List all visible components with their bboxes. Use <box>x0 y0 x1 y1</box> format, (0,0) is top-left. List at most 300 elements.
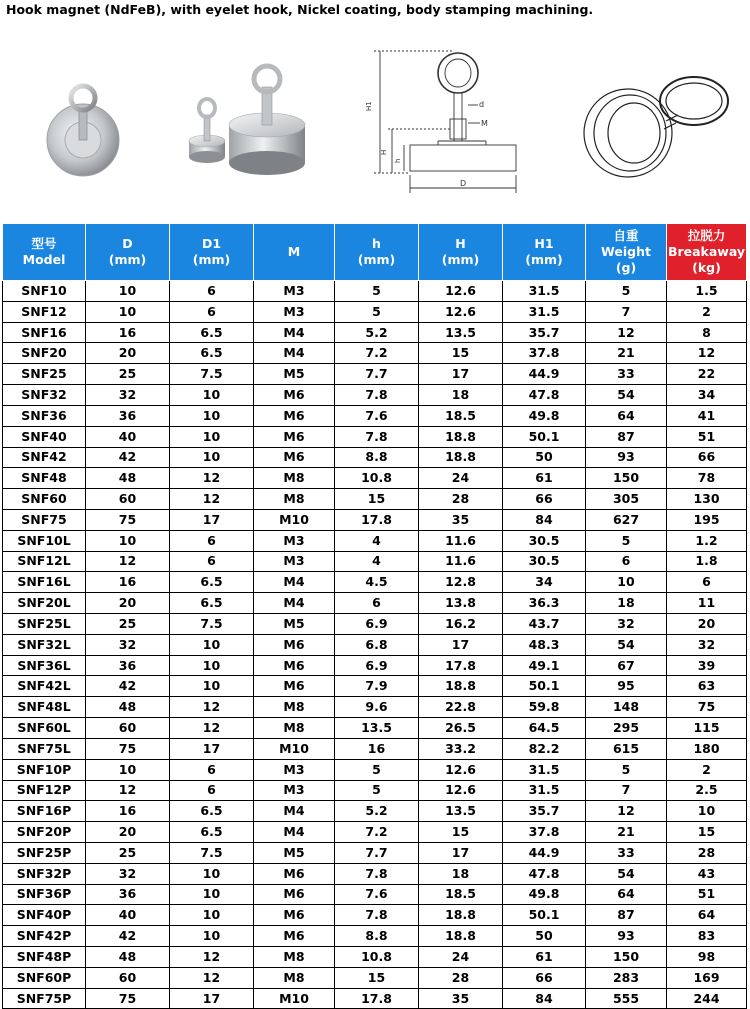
table-cell: M6 <box>254 655 335 676</box>
table-cell: 50.1 <box>503 676 586 697</box>
model-cell: SNF16P <box>3 801 86 822</box>
model-cell: SNF25 <box>3 364 86 385</box>
table-cell: 10 <box>170 863 254 884</box>
table-cell: 17.8 <box>419 655 503 676</box>
table-cell: 6 <box>170 530 254 551</box>
table-cell: 48.3 <box>503 634 586 655</box>
table-cell: 28 <box>419 489 503 510</box>
label-m: M <box>481 119 488 128</box>
model-cell: SNF36L <box>3 655 86 676</box>
table-cell: 6 <box>667 572 747 593</box>
table-cell: 15 <box>667 822 747 843</box>
model-cell: SNF42P <box>3 926 86 947</box>
table-row <box>3 842 747 863</box>
table-cell: 21 <box>586 343 667 364</box>
table-cell: 5.2 <box>335 801 419 822</box>
table-cell: 18 <box>419 385 503 406</box>
table-cell: 150 <box>586 947 667 968</box>
model-cell: SNF60 <box>3 489 86 510</box>
table-cell: M10 <box>254 509 335 530</box>
table-cell: 615 <box>586 738 667 759</box>
table-cell: 54 <box>586 634 667 655</box>
table-row <box>3 489 747 510</box>
table-cell: 17.8 <box>335 509 419 530</box>
model-cell: SNF12 <box>3 301 86 322</box>
table-cell: 12.8 <box>419 572 503 593</box>
table-cell: 5 <box>586 759 667 780</box>
table-body <box>3 281 747 1009</box>
table-cell: 9.6 <box>335 697 419 718</box>
table-cell: 60 <box>86 489 170 510</box>
table-cell: 4.5 <box>335 572 419 593</box>
table-row <box>3 385 747 406</box>
table-cell: 28 <box>419 967 503 988</box>
table-cell: 17 <box>170 509 254 530</box>
table-cell: 12.6 <box>419 301 503 322</box>
table-cell: M8 <box>254 489 335 510</box>
table-cell: 84 <box>503 509 586 530</box>
table-cell: 35.7 <box>503 801 586 822</box>
table-cell: 1.8 <box>667 551 747 572</box>
table-cell: 35 <box>419 988 503 1009</box>
table-cell: 13.5 <box>419 801 503 822</box>
table-cell: 42 <box>86 447 170 468</box>
column-header-line: (mm) <box>441 252 480 267</box>
table-row <box>3 468 747 489</box>
table-cell: M6 <box>254 676 335 697</box>
table-cell: 6 <box>335 593 419 614</box>
table-cell: 43 <box>667 863 747 884</box>
table-cell: 2 <box>667 301 747 322</box>
table-cell: 5 <box>335 759 419 780</box>
table-cell: 35.7 <box>503 322 586 343</box>
model-cell: SNF40P <box>3 905 86 926</box>
table-cell: 12 <box>170 489 254 510</box>
table-cell: 6 <box>170 551 254 572</box>
table-cell: 42 <box>86 926 170 947</box>
table-cell: 10 <box>86 530 170 551</box>
column-header-line: M <box>287 244 301 259</box>
table-cell: 48 <box>86 947 170 968</box>
column-header <box>503 224 586 281</box>
table-cell: 6.8 <box>335 634 419 655</box>
table-cell: 39 <box>667 655 747 676</box>
table-cell: 10 <box>170 405 254 426</box>
table-cell: 11 <box>667 593 747 614</box>
table-cell: 32 <box>586 614 667 635</box>
table-cell: 67 <box>586 655 667 676</box>
table-cell: 36 <box>86 655 170 676</box>
table-header <box>3 224 747 281</box>
magnet-sketch <box>578 65 742 185</box>
table-row <box>3 281 747 302</box>
model-cell: SNF20P <box>3 822 86 843</box>
table-cell: 31.5 <box>503 780 586 801</box>
table-cell: 28 <box>667 842 747 863</box>
table-cell: 17 <box>170 738 254 759</box>
table-cell: 130 <box>667 489 747 510</box>
table-cell: 18.5 <box>419 884 503 905</box>
table-cell: 18.8 <box>419 905 503 926</box>
table-cell: 44.9 <box>503 364 586 385</box>
table-cell: 20 <box>86 593 170 614</box>
table-cell: 5 <box>335 301 419 322</box>
table-row <box>3 509 747 530</box>
table-cell: 6.5 <box>170 322 254 343</box>
table-cell: 24 <box>419 947 503 968</box>
table-cell: 5 <box>335 780 419 801</box>
table-cell: 12 <box>170 468 254 489</box>
table-cell: 7.5 <box>170 364 254 385</box>
table-cell: 16.2 <box>419 614 503 635</box>
table-cell: 75 <box>86 988 170 1009</box>
table-cell: 1.5 <box>667 281 747 302</box>
table-cell: 7.6 <box>335 405 419 426</box>
table-cell: M6 <box>254 426 335 447</box>
table-cell: M3 <box>254 301 335 322</box>
table-cell: 16 <box>86 801 170 822</box>
table-cell: 150 <box>586 468 667 489</box>
table-row <box>3 343 747 364</box>
table-cell: 555 <box>586 988 667 1009</box>
table-cell: 4 <box>335 530 419 551</box>
table-row <box>3 759 747 780</box>
table-cell: M4 <box>254 822 335 843</box>
column-header-line: D <box>122 236 133 251</box>
table-cell: 51 <box>667 426 747 447</box>
model-cell: SNF60P <box>3 967 86 988</box>
table-cell: 6.5 <box>170 343 254 364</box>
dimension-diagram <box>352 45 530 198</box>
table-cell: 18 <box>586 593 667 614</box>
table-cell: 31.5 <box>503 301 586 322</box>
table-cell: M5 <box>254 364 335 385</box>
table-cell: 17 <box>419 634 503 655</box>
table-cell: 17 <box>170 988 254 1009</box>
table-cell: 17 <box>419 364 503 385</box>
table-row <box>3 676 747 697</box>
table-cell: 18.8 <box>419 926 503 947</box>
table-cell: 15 <box>335 967 419 988</box>
model-cell: SNF48L <box>3 697 86 718</box>
table-cell: M3 <box>254 281 335 302</box>
table-row <box>3 447 747 468</box>
table-cell: 31.5 <box>503 281 586 302</box>
table-cell: 15 <box>335 489 419 510</box>
table-cell: 10.8 <box>335 468 419 489</box>
table-cell: 47.8 <box>503 385 586 406</box>
table-cell: M6 <box>254 905 335 926</box>
table-cell: M3 <box>254 780 335 801</box>
table-row <box>3 822 747 843</box>
model-cell: SNF20 <box>3 343 86 364</box>
table-row <box>3 551 747 572</box>
table-cell: 180 <box>667 738 747 759</box>
table-row <box>3 697 747 718</box>
table-cell: 10 <box>86 759 170 780</box>
table-cell: 7.2 <box>335 822 419 843</box>
table-cell: 20 <box>667 614 747 635</box>
table-row <box>3 947 747 968</box>
table-cell: 13.5 <box>419 322 503 343</box>
model-cell: SNF32L <box>3 634 86 655</box>
table-row <box>3 884 747 905</box>
page-title: Hook magnet (NdFeB), with eyelet hook, Nickel coating, body stamping machining. <box>6 2 594 17</box>
table-cell: 36 <box>86 884 170 905</box>
table-row <box>3 926 747 947</box>
table-cell: 7.9 <box>335 676 419 697</box>
column-header-line: D1 <box>201 236 222 251</box>
model-cell: SNF36P <box>3 884 86 905</box>
table-cell: M5 <box>254 614 335 635</box>
table-cell: 42 <box>86 676 170 697</box>
column-header-line: H <box>455 236 466 251</box>
table-cell: M6 <box>254 863 335 884</box>
table-cell: 12.6 <box>419 780 503 801</box>
model-cell: SNF32 <box>3 385 86 406</box>
table-cell: M8 <box>254 468 335 489</box>
table-cell: 7.7 <box>335 364 419 385</box>
label-h: H <box>380 149 388 155</box>
model-cell: SNF42 <box>3 447 86 468</box>
table-cell: 75 <box>86 738 170 759</box>
table-cell: M4 <box>254 593 335 614</box>
table-cell: 7.8 <box>335 385 419 406</box>
table-cell: 33 <box>586 364 667 385</box>
table-cell: 36.3 <box>503 593 586 614</box>
model-cell: SNF12P <box>3 780 86 801</box>
model-cell: SNF12L <box>3 551 86 572</box>
table-cell: 2 <box>667 759 747 780</box>
table-cell: 63 <box>667 676 747 697</box>
table-cell: M3 <box>254 551 335 572</box>
table-cell: 1.2 <box>667 530 747 551</box>
model-cell: SNF32P <box>3 863 86 884</box>
model-cell: SNF20L <box>3 593 86 614</box>
table-cell: 305 <box>586 489 667 510</box>
table-cell: M3 <box>254 759 335 780</box>
table-cell: 10 <box>86 301 170 322</box>
table-cell: 49.8 <box>503 405 586 426</box>
table-cell: 87 <box>586 426 667 447</box>
table-cell: 7.2 <box>335 343 419 364</box>
table-cell: 7 <box>586 301 667 322</box>
table-cell: M3 <box>254 530 335 551</box>
table-cell: 6.5 <box>170 593 254 614</box>
table-cell: 18.8 <box>419 426 503 447</box>
table-cell: 35 <box>419 509 503 530</box>
table-cell: 40 <box>86 426 170 447</box>
column-header-line: (mm) <box>108 252 147 267</box>
table-row <box>3 364 747 385</box>
table-row <box>3 530 747 551</box>
table-cell: 8 <box>667 322 747 343</box>
table-cell: M4 <box>254 322 335 343</box>
hook-magnet-photo <box>38 78 128 178</box>
table-cell: 7.5 <box>170 842 254 863</box>
table-cell: 6.5 <box>170 822 254 843</box>
table-cell: 25 <box>86 614 170 635</box>
table-cell: 12 <box>586 801 667 822</box>
table-cell: 5 <box>586 281 667 302</box>
table-cell: 50 <box>503 447 586 468</box>
table-cell: 12 <box>170 697 254 718</box>
column-header <box>419 224 503 281</box>
table-cell: 12 <box>170 947 254 968</box>
table-cell: M4 <box>254 572 335 593</box>
table-cell: 78 <box>667 468 747 489</box>
table-cell: 627 <box>586 509 667 530</box>
table-cell: 115 <box>667 718 747 739</box>
table-cell: 54 <box>586 863 667 884</box>
table-cell: 12 <box>586 322 667 343</box>
column-header-line: Model <box>22 252 66 267</box>
table-cell: 10 <box>170 426 254 447</box>
label-h-small: h <box>394 158 402 163</box>
table-cell: 7.8 <box>335 863 419 884</box>
table-cell: 40 <box>86 905 170 926</box>
table-row <box>3 593 747 614</box>
table-row <box>3 572 747 593</box>
table-cell: 10 <box>170 655 254 676</box>
table-cell: 20 <box>86 822 170 843</box>
table-row <box>3 967 747 988</box>
column-header <box>86 224 170 281</box>
table-cell: 37.8 <box>503 822 586 843</box>
table-cell: 18.8 <box>419 676 503 697</box>
table-cell: 10 <box>170 884 254 905</box>
table-cell: 66 <box>503 489 586 510</box>
table-cell: 295 <box>586 718 667 739</box>
table-cell: 244 <box>667 988 747 1009</box>
model-cell: SNF25P <box>3 842 86 863</box>
label-h1: H1 <box>365 101 373 111</box>
table-cell: 12 <box>667 343 747 364</box>
table-cell: 10.8 <box>335 947 419 968</box>
table-cell: 6 <box>170 301 254 322</box>
table-cell: 98 <box>667 947 747 968</box>
table-cell: 12.6 <box>419 281 503 302</box>
table-cell: 47.8 <box>503 863 586 884</box>
column-header-line: (mm) <box>525 252 563 267</box>
table-cell: 32 <box>667 634 747 655</box>
table-cell: 44.9 <box>503 842 586 863</box>
table-cell: 50.1 <box>503 905 586 926</box>
table-cell: 16 <box>86 322 170 343</box>
table-cell: 37.8 <box>503 343 586 364</box>
table-cell: 18 <box>419 863 503 884</box>
table-cell: 7.8 <box>335 426 419 447</box>
table-cell: 10 <box>170 676 254 697</box>
table-cell: 75 <box>86 509 170 530</box>
column-header-line: Weight <box>601 244 651 259</box>
table-cell: 17.8 <box>335 988 419 1009</box>
table-cell: 6.5 <box>170 801 254 822</box>
table-cell: M5 <box>254 842 335 863</box>
table-cell: 6 <box>170 780 254 801</box>
table-cell: 87 <box>586 905 667 926</box>
column-header-line: 拉脱力 <box>687 228 726 243</box>
table-cell: 61 <box>503 947 586 968</box>
column-header <box>586 224 667 281</box>
table-cell: 49.1 <box>503 655 586 676</box>
model-cell: SNF36 <box>3 405 86 426</box>
column-header <box>3 224 86 281</box>
table-cell: 16 <box>335 738 419 759</box>
table-cell: 66 <box>667 447 747 468</box>
table-cell: M6 <box>254 926 335 947</box>
table-cell: M6 <box>254 385 335 406</box>
model-cell: SNF40 <box>3 426 86 447</box>
model-cell: SNF10P <box>3 759 86 780</box>
column-header-line: (kg) <box>692 260 721 275</box>
table-cell: 18.8 <box>419 447 503 468</box>
table-cell: M8 <box>254 697 335 718</box>
table-cell: 169 <box>667 967 747 988</box>
model-cell: SNF60L <box>3 718 86 739</box>
table-row <box>3 718 747 739</box>
table-cell: 6 <box>170 759 254 780</box>
table-cell: 43.7 <box>503 614 586 635</box>
table-cell: 6 <box>586 551 667 572</box>
model-cell: SNF48P <box>3 947 86 968</box>
table-row <box>3 655 747 676</box>
table-cell: 83 <box>667 926 747 947</box>
table-cell: M6 <box>254 884 335 905</box>
table-cell: 5.2 <box>335 322 419 343</box>
table-row <box>3 301 747 322</box>
table-cell: 12 <box>170 967 254 988</box>
model-cell: SNF16L <box>3 572 86 593</box>
model-cell: SNF25L <box>3 614 86 635</box>
table-cell: 66 <box>503 967 586 988</box>
table-cell: 24 <box>419 468 503 489</box>
table-cell: 7.7 <box>335 842 419 863</box>
table-cell: M8 <box>254 947 335 968</box>
table-cell: 17 <box>419 842 503 863</box>
table-cell: 75 <box>667 697 747 718</box>
table-cell: 7 <box>586 780 667 801</box>
table-cell: 64 <box>586 405 667 426</box>
model-cell: SNF10L <box>3 530 86 551</box>
model-cell: SNF48 <box>3 468 86 489</box>
table-cell: 21 <box>586 822 667 843</box>
table-cell: 10 <box>170 385 254 406</box>
table-cell: 32 <box>86 634 170 655</box>
table-row <box>3 634 747 655</box>
table-cell: 30.5 <box>503 551 586 572</box>
table-cell: 6 <box>170 281 254 302</box>
hook-magnets-pair-photo <box>183 63 313 183</box>
table-cell: 93 <box>586 447 667 468</box>
table-cell: 22.8 <box>419 697 503 718</box>
table-cell: 12 <box>86 551 170 572</box>
table-cell: 20 <box>86 343 170 364</box>
table-cell: M10 <box>254 738 335 759</box>
table-cell: M8 <box>254 718 335 739</box>
table-cell: 12 <box>170 718 254 739</box>
table-cell: 60 <box>86 967 170 988</box>
table-cell: M6 <box>254 405 335 426</box>
spec-table <box>2 223 747 1009</box>
table-cell: 41 <box>667 405 747 426</box>
table-cell: 26.5 <box>419 718 503 739</box>
table-row <box>3 738 747 759</box>
table-cell: 95 <box>586 676 667 697</box>
table-cell: 34 <box>667 385 747 406</box>
table-cell: 48 <box>86 697 170 718</box>
table-row <box>3 614 747 635</box>
